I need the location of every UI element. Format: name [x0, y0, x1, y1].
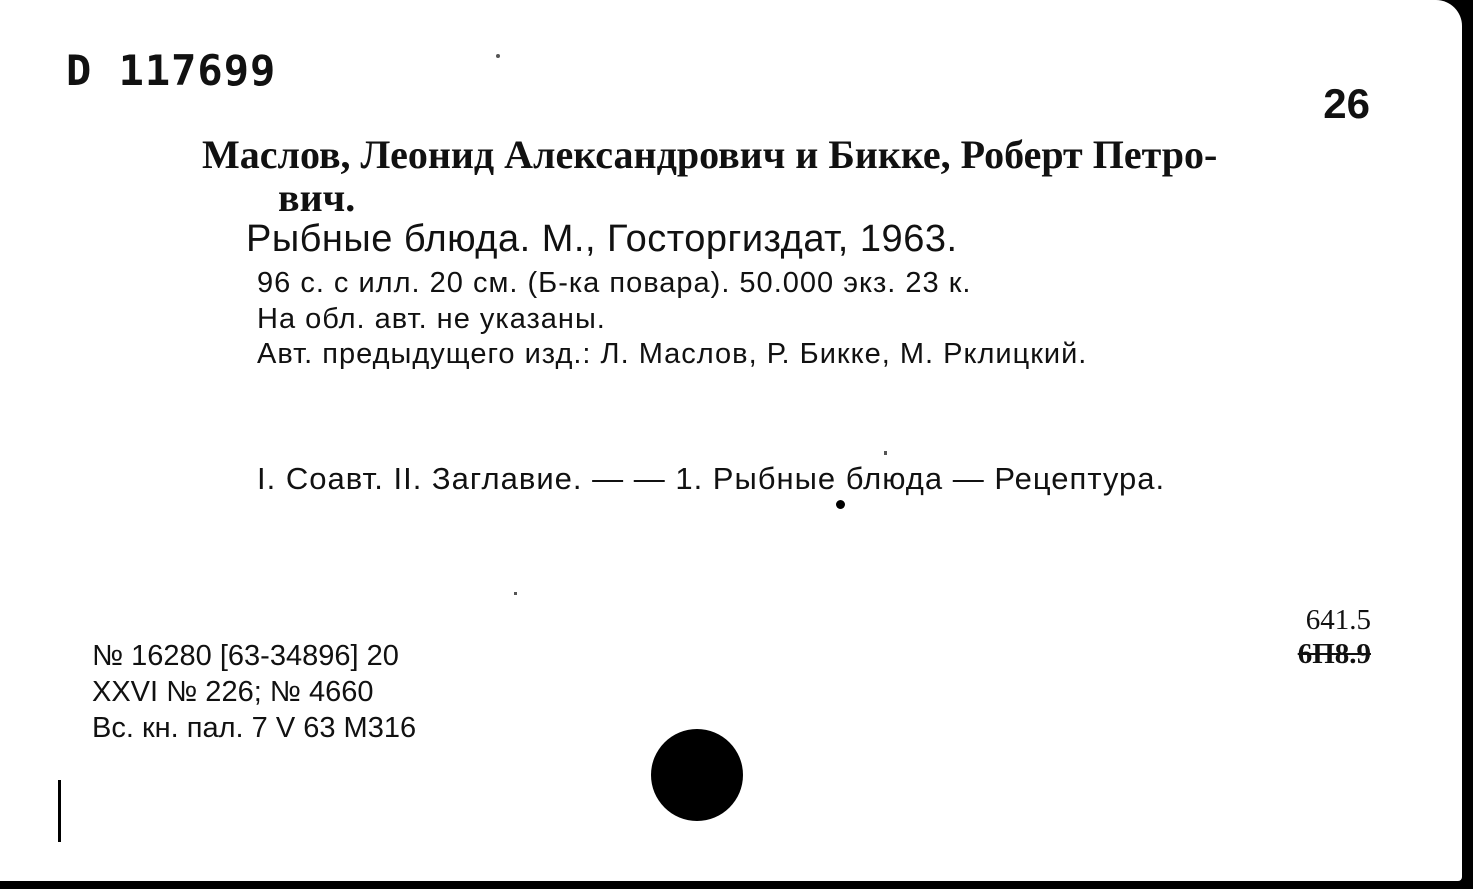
ink-mark: [58, 780, 61, 842]
ink-dot: [514, 592, 517, 595]
subject-headings: I. Соавт. II. Заглавие. — — 1. Рыбные блюда — Рецептура.: [257, 461, 1166, 496]
ink-dot: [884, 451, 887, 455]
classification-number-struck: 6П8.9: [1297, 638, 1371, 670]
description-line: Авт. предыдущего изд.: Л. Маслов, Р. Бикке, М. Рклицкий.: [257, 338, 1088, 370]
scan-border-bottom: [0, 881, 1473, 889]
author-line-1: Маслов, Леонид Александрович и Бикке, Роберт Петро-: [202, 132, 1218, 177]
registry-line: Вс. кн. пал. 7 V 63 М316: [92, 712, 417, 744]
scan-border-right: [1462, 0, 1473, 889]
ink-blot: [836, 500, 845, 509]
registry-line: № 16280 [63-34896] 20: [92, 640, 399, 672]
book-title-line: Рыбные блюда. М., Госторгиздат, 1963.: [246, 218, 958, 260]
registry-line: XXVI № 226; № 4660: [92, 676, 374, 708]
card-number: 26: [1323, 80, 1370, 127]
punch-hole: [651, 729, 743, 821]
description-line: 96 с. с илл. 20 см. (Б-ка повара). 50.000 экз. 23 к.: [257, 267, 972, 299]
author-line-2: вич.: [278, 175, 356, 220]
ink-dot: [496, 54, 500, 58]
card-id-stamp: D 117699: [66, 46, 277, 95]
classification-number: 641.5: [1305, 604, 1371, 636]
description-line: На обл. авт. не указаны.: [257, 303, 606, 335]
